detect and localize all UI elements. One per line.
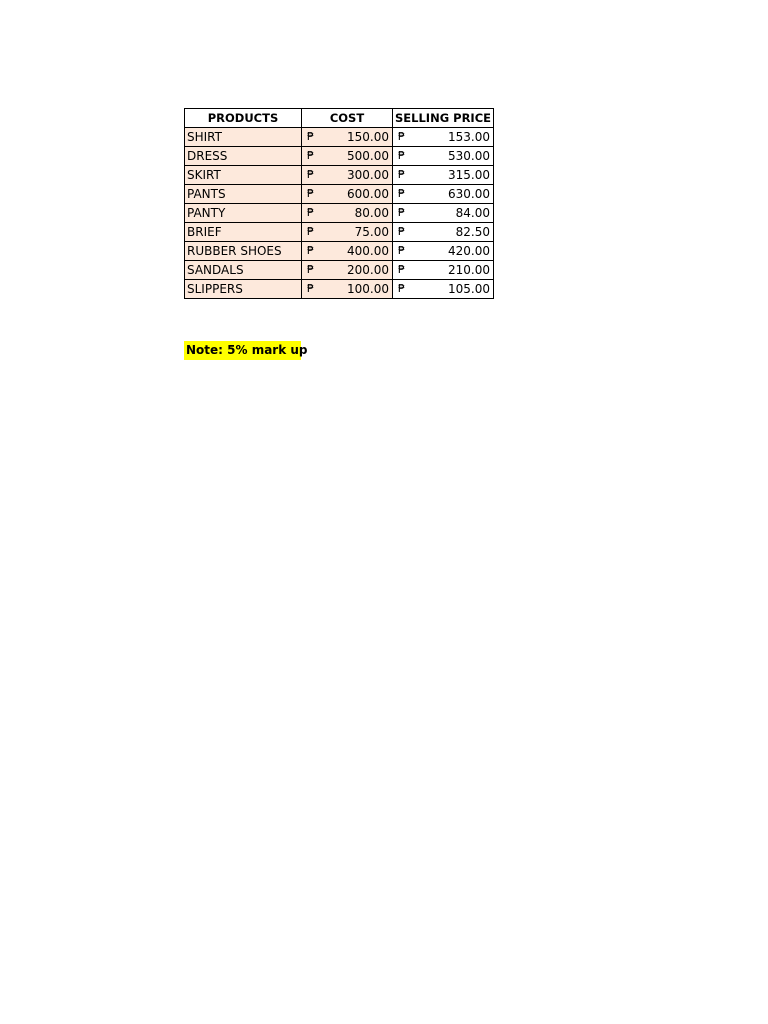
selling-price-cell bbox=[393, 185, 494, 204]
selling-price-cell bbox=[393, 261, 494, 280]
selling-price-value: 530.00 bbox=[448, 149, 490, 163]
product-cell bbox=[185, 280, 302, 299]
selling-price-cell bbox=[393, 280, 494, 299]
selling-price-cell bbox=[393, 223, 494, 242]
selling-price-value: 153.00 bbox=[448, 130, 490, 144]
table-row bbox=[185, 185, 494, 204]
cost-currency-symbol: ₱ bbox=[307, 187, 314, 200]
cost-currency-symbol: ₱ bbox=[307, 225, 314, 238]
product-name: RUBBER SHOES bbox=[187, 244, 282, 258]
cost-value: 150.00 bbox=[347, 130, 389, 144]
table-row bbox=[185, 261, 494, 280]
cost-cell bbox=[302, 204, 393, 223]
header-row bbox=[185, 109, 494, 128]
cost-value: 600.00 bbox=[347, 187, 389, 201]
cost-currency-symbol: ₱ bbox=[307, 130, 314, 143]
product-cell bbox=[185, 166, 302, 185]
products-table bbox=[184, 108, 494, 299]
cost-currency-symbol: ₱ bbox=[307, 282, 314, 295]
product-cell bbox=[185, 147, 302, 166]
product-name: SHIRT bbox=[187, 130, 222, 144]
selling-price-currency-symbol: ₱ bbox=[398, 282, 405, 295]
cost-currency-symbol: ₱ bbox=[307, 168, 314, 181]
product-cell bbox=[185, 261, 302, 280]
product-cell bbox=[185, 185, 302, 204]
selling-price-cell bbox=[393, 242, 494, 261]
selling-price-cell bbox=[393, 166, 494, 185]
table-body bbox=[185, 128, 494, 299]
cost-cell bbox=[302, 166, 393, 185]
selling-price-currency-symbol: ₱ bbox=[398, 168, 405, 181]
table-row bbox=[185, 280, 494, 299]
selling-price-cell bbox=[393, 204, 494, 223]
cost-value: 400.00 bbox=[347, 244, 389, 258]
selling-price-currency-symbol: ₱ bbox=[398, 225, 405, 238]
table-row bbox=[185, 204, 494, 223]
selling-price-currency-symbol: ₱ bbox=[398, 130, 405, 143]
product-name: DRESS bbox=[187, 149, 228, 163]
selling-price-value: 315.00 bbox=[448, 168, 490, 182]
header-cost: COST bbox=[302, 109, 393, 128]
cost-currency-symbol: ₱ bbox=[307, 263, 314, 276]
cost-cell bbox=[302, 242, 393, 261]
cost-value: 80.00 bbox=[354, 206, 389, 220]
selling-price-currency-symbol: ₱ bbox=[398, 263, 405, 276]
cost-value: 75.00 bbox=[354, 225, 389, 239]
product-name: SKIRT bbox=[187, 168, 221, 182]
selling-price-value: 82.50 bbox=[455, 225, 490, 239]
header-selling-price: SELLING PRICE bbox=[393, 109, 494, 128]
cost-cell bbox=[302, 128, 393, 147]
cost-cell bbox=[302, 147, 393, 166]
table-row bbox=[185, 128, 494, 147]
selling-price-cell bbox=[393, 128, 494, 147]
cost-currency-symbol: ₱ bbox=[307, 206, 314, 219]
selling-price-value: 630.00 bbox=[448, 187, 490, 201]
product-cell bbox=[185, 242, 302, 261]
table-row bbox=[185, 242, 494, 261]
selling-price-currency-symbol: ₱ bbox=[398, 244, 405, 257]
product-name: SANDALS bbox=[187, 263, 244, 277]
product-name: BRIEF bbox=[187, 225, 222, 239]
product-cell bbox=[185, 128, 302, 147]
header-products: PRODUCTS bbox=[185, 109, 302, 128]
cost-cell bbox=[302, 185, 393, 204]
selling-price-cell bbox=[393, 147, 494, 166]
cost-value: 500.00 bbox=[347, 149, 389, 163]
markup-note: Note: 5% mark up bbox=[184, 341, 301, 360]
cost-currency-symbol: ₱ bbox=[307, 149, 314, 162]
cost-value: 200.00 bbox=[347, 263, 389, 277]
cost-cell bbox=[302, 280, 393, 299]
product-cell bbox=[185, 223, 302, 242]
product-cell bbox=[185, 204, 302, 223]
cost-value: 100.00 bbox=[347, 282, 389, 296]
cost-value: 300.00 bbox=[347, 168, 389, 182]
table-row bbox=[185, 223, 494, 242]
selling-price-currency-symbol: ₱ bbox=[398, 187, 405, 200]
selling-price-currency-symbol: ₱ bbox=[398, 206, 405, 219]
selling-price-value: 210.00 bbox=[448, 263, 490, 277]
product-name: PANTY bbox=[187, 206, 226, 220]
cost-cell bbox=[302, 223, 393, 242]
selling-price-value: 105.00 bbox=[448, 282, 490, 296]
table-row bbox=[185, 147, 494, 166]
product-name: PANTS bbox=[187, 187, 226, 201]
cost-currency-symbol: ₱ bbox=[307, 244, 314, 257]
selling-price-currency-symbol: ₱ bbox=[398, 149, 405, 162]
product-name: SLIPPERS bbox=[187, 282, 243, 296]
table-row bbox=[185, 166, 494, 185]
cost-cell bbox=[302, 261, 393, 280]
selling-price-value: 420.00 bbox=[448, 244, 490, 258]
selling-price-value: 84.00 bbox=[455, 206, 490, 220]
